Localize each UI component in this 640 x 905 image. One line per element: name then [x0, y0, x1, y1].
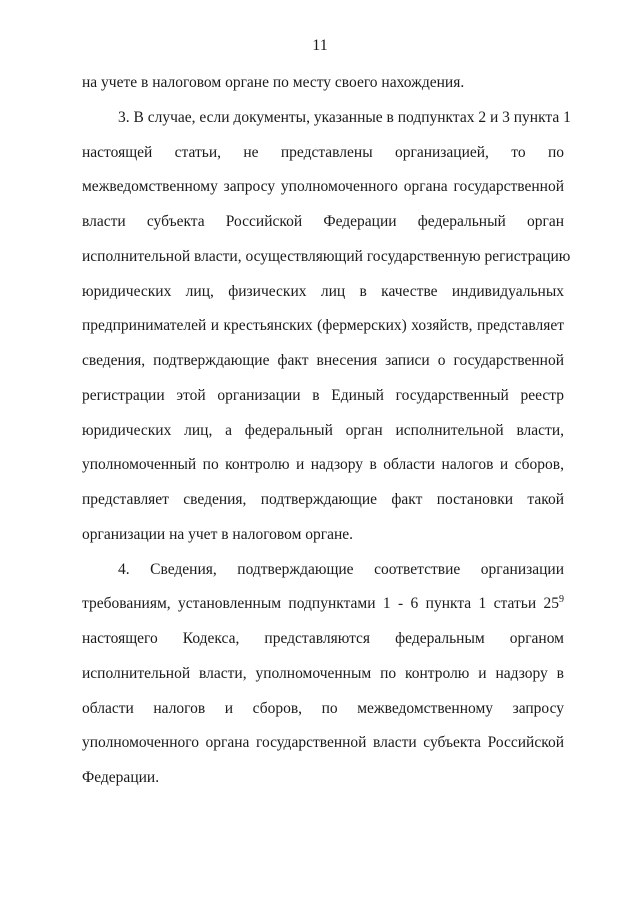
text-line: настоящей статьи, не представлены организацией, то по — [82, 144, 564, 161]
text-line: сведения, подтверждающие факт внесения записи о государственной — [82, 352, 564, 369]
text-line: уполномоченного органа государственной власти субъекта Российской — [82, 734, 564, 751]
text-line: Федерации. — [82, 769, 160, 786]
text-line: на учете в налоговом органе по месту своего нахождения. — [82, 74, 465, 91]
text-line-with-superscript — [82, 594, 564, 614]
article-superscript: 9 — [559, 593, 564, 605]
text-line: представляет сведения, подтверждающие факт постановки такой — [82, 491, 564, 508]
text-line: регистрации этой организации в Единый государственный реестр — [82, 387, 564, 404]
paragraph-3-start: 3. В случае, если документы, указанные в подпунктах 2 и 3 пункта 1 — [118, 109, 571, 126]
text-line: межведомственному запросу уполномоченного органа государственной — [82, 178, 564, 195]
text-line: организации на учет в налоговом органе. — [82, 526, 354, 543]
text-line: уполномоченный по контролю и надзору в области налогов и сборов, — [82, 456, 564, 473]
text-line: исполнительной власти, уполномоченным по контролю и надзору в — [82, 665, 564, 682]
paragraph-4-start: 4. Сведения, подтверждающие соответствие организации — [118, 561, 564, 578]
text-line: настоящего Кодекса, представляются федеральным органом — [82, 630, 564, 647]
text-line: юридических лиц, а федеральный орган исполнительной власти, — [82, 422, 564, 439]
text-line-body: требованиям, установленным подпунктами 1 - 6 пункта 1 статьи 25 — [82, 595, 559, 612]
text-line: предпринимателей и крестьянских (фермерских) хозяйств, представляет — [82, 317, 564, 334]
text-line: власти субъекта Российской Федерации федеральный орган — [82, 213, 564, 230]
text-line: области налогов и сборов, по межведомственному запросу — [82, 700, 564, 717]
text-line: исполнительной власти, осуществляющий государственную регистрацию — [82, 248, 571, 265]
page-number: 11 — [312, 37, 328, 54]
text-line: юридических лиц, физических лиц в качестве индивидуальных — [82, 283, 564, 300]
